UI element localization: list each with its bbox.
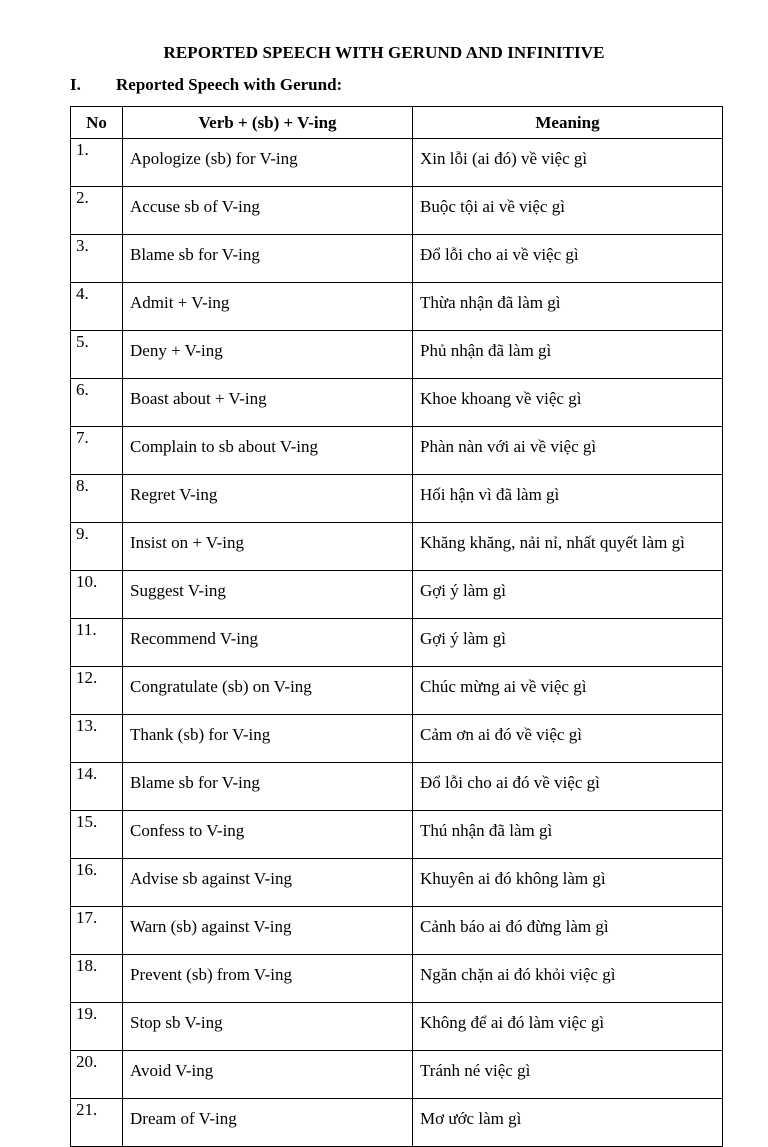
row-number: 13. (71, 715, 123, 763)
table-row (71, 955, 723, 1003)
table-header-row (71, 107, 723, 139)
verb-meaning: Tránh né việc gì (413, 1051, 723, 1099)
table-row (71, 379, 723, 427)
row-number: 4. (71, 283, 123, 331)
verb-pattern: Dream of V-ing (123, 1099, 413, 1147)
gerund-table (70, 106, 723, 1147)
verb-pattern: Avoid V-ing (123, 1051, 413, 1099)
verb-pattern: Confess to V-ing (123, 811, 413, 859)
verb-meaning: Hối hận vì đã làm gì (413, 475, 723, 523)
section-heading-text: Reported Speech with Gerund: (116, 75, 343, 94)
verb-pattern: Complain to sb about V-ing (123, 427, 413, 475)
table-row (71, 907, 723, 955)
verb-meaning: Khoe khoang về việc gì (413, 379, 723, 427)
row-number: 18. (71, 955, 123, 1003)
table-row (71, 619, 723, 667)
verb-meaning: Thừa nhận đã làm gì (413, 283, 723, 331)
verb-meaning: Cảnh báo ai đó đừng làm gì (413, 907, 723, 955)
verb-meaning: Phủ nhận đã làm gì (413, 331, 723, 379)
verb-pattern: Admit + V-ing (123, 283, 413, 331)
verb-meaning: Mơ ước làm gì (413, 1099, 723, 1147)
verb-meaning: Phàn nàn với ai về việc gì (413, 427, 723, 475)
verb-meaning: Gợi ý làm gì (413, 571, 723, 619)
row-number: 8. (71, 475, 123, 523)
row-number: 7. (71, 427, 123, 475)
verb-pattern: Congratulate (sb) on V-ing (123, 667, 413, 715)
verb-pattern: Insist on + V-ing (123, 523, 413, 571)
verb-pattern: Prevent (sb) from V-ing (123, 955, 413, 1003)
header-verb: Verb + (sb) + V-ing (123, 107, 413, 139)
page-title: REPORTED SPEECH WITH GERUND AND INFINITIVE (163, 43, 605, 62)
table-row (71, 811, 723, 859)
verb-pattern: Apologize (sb) for V-ing (123, 139, 413, 187)
row-number: 3. (71, 235, 123, 283)
table-row (71, 571, 723, 619)
table-row (71, 187, 723, 235)
header-meaning: Meaning (413, 107, 723, 139)
verb-pattern: Blame sb for V-ing (123, 763, 413, 811)
table-row (71, 427, 723, 475)
row-number: 21. (71, 1099, 123, 1147)
verb-meaning: Gợi ý làm gì (413, 619, 723, 667)
row-number: 12. (71, 667, 123, 715)
table-row (71, 1003, 723, 1051)
verb-meaning: Không để ai đó làm việc gì (413, 1003, 723, 1051)
verb-meaning: Khuyên ai đó không làm gì (413, 859, 723, 907)
verb-meaning: Cảm ơn ai đó về việc gì (413, 715, 723, 763)
table-row (71, 475, 723, 523)
table-row (71, 715, 723, 763)
table-row (71, 763, 723, 811)
row-number: 16. (71, 859, 123, 907)
verb-meaning: Ngăn chặn ai đó khỏi việc gì (413, 955, 723, 1003)
verb-meaning: Buộc tội ai về việc gì (413, 187, 723, 235)
verb-meaning: Thú nhận đã làm gì (413, 811, 723, 859)
section-heading (70, 74, 342, 96)
table-row (71, 283, 723, 331)
row-number: 15. (71, 811, 123, 859)
table-row (71, 667, 723, 715)
verb-meaning: Đổ lỗi cho ai về việc gì (413, 235, 723, 283)
row-number: 9. (71, 523, 123, 571)
row-number: 17. (71, 907, 123, 955)
row-number: 10. (71, 571, 123, 619)
verb-pattern: Stop sb V-ing (123, 1003, 413, 1051)
row-number: 20. (71, 1051, 123, 1099)
table-row (71, 1051, 723, 1099)
table-row (71, 235, 723, 283)
table-row (71, 859, 723, 907)
section-number: I. (70, 75, 81, 94)
verb-pattern: Deny + V-ing (123, 331, 413, 379)
verb-pattern: Regret V-ing (123, 475, 413, 523)
verb-pattern: Suggest V-ing (123, 571, 413, 619)
verb-meaning: Chúc mừng ai về việc gì (413, 667, 723, 715)
row-number: 11. (71, 619, 123, 667)
row-number: 6. (71, 379, 123, 427)
row-number: 5. (71, 331, 123, 379)
header-no: No (71, 107, 123, 139)
table-row (71, 331, 723, 379)
verb-meaning: Đổ lỗi cho ai đó về việc gì (413, 763, 723, 811)
verb-meaning: Khăng khăng, nải nỉ, nhất quyết làm gì (413, 523, 723, 571)
verb-pattern: Blame sb for V-ing (123, 235, 413, 283)
table-row (71, 523, 723, 571)
row-number: 19. (71, 1003, 123, 1051)
table-body (71, 139, 723, 1147)
row-number: 2. (71, 187, 123, 235)
verb-meaning: Xin lỗi (ai đó) về việc gì (413, 139, 723, 187)
table-row (71, 139, 723, 187)
verb-pattern: Advise sb against V-ing (123, 859, 413, 907)
verb-pattern: Thank (sb) for V-ing (123, 715, 413, 763)
verb-pattern: Recommend V-ing (123, 619, 413, 667)
verb-pattern: Accuse sb of V-ing (123, 187, 413, 235)
row-number: 1. (71, 139, 123, 187)
table-row (71, 1099, 723, 1147)
verb-pattern: Warn (sb) against V-ing (123, 907, 413, 955)
verb-pattern: Boast about + V-ing (123, 379, 413, 427)
row-number: 14. (71, 763, 123, 811)
